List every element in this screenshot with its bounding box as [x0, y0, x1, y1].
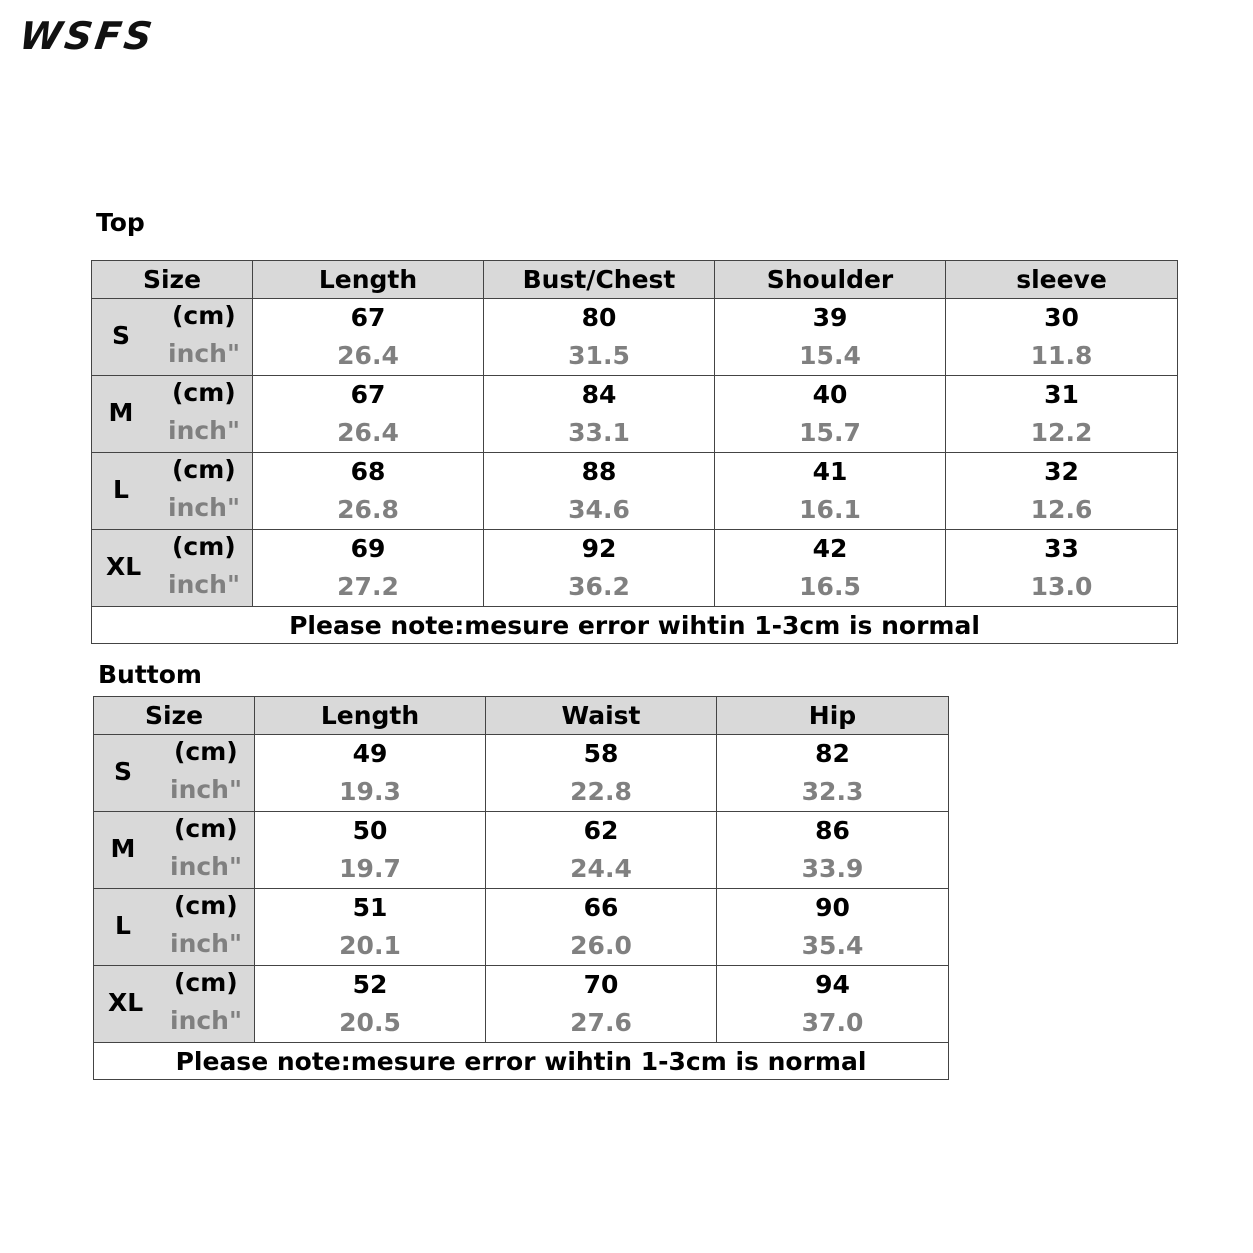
header-sleeve: sleeve — [946, 261, 1178, 299]
top-size-table — [91, 260, 1178, 644]
value-cm: 84 — [581, 380, 617, 409]
value-cm: 39 — [812, 303, 848, 332]
measurement-cell — [717, 812, 949, 889]
value-inch: 15.7 — [799, 418, 861, 447]
value-inch: 32.3 — [801, 777, 864, 806]
value-inch: 27.6 — [570, 1008, 632, 1037]
value-cm: 66 — [583, 893, 619, 922]
table-row — [94, 966, 949, 1043]
table-row — [94, 735, 949, 812]
value-cm: 41 — [812, 457, 848, 486]
unit-inch-label: inch" — [170, 929, 243, 958]
header-size: Size — [92, 261, 253, 299]
value-cm: 42 — [812, 534, 848, 563]
unit-inch-label: inch" — [168, 570, 241, 599]
value-inch: 16.1 — [799, 495, 861, 524]
value-inch: 27.2 — [337, 572, 399, 601]
value-inch: 19.3 — [339, 777, 401, 806]
header-hip: Hip — [717, 697, 949, 735]
size-cell — [92, 299, 253, 376]
unit-cm-label: (cm) — [174, 968, 238, 997]
unit-cm-label: (cm) — [172, 301, 236, 330]
measurement-cell — [715, 453, 946, 530]
header-length: Length — [253, 261, 484, 299]
value-inch: 33.9 — [801, 854, 864, 883]
size-cell — [94, 812, 255, 889]
value-cm: 86 — [815, 816, 850, 845]
value-cm: 62 — [583, 816, 619, 845]
measurement-cell — [946, 299, 1178, 376]
size-label: XL — [108, 988, 144, 1017]
size-label: XL — [106, 552, 142, 581]
measurement-cell — [717, 889, 949, 966]
table-row — [94, 812, 949, 889]
measurement-cell — [253, 376, 484, 453]
measurement-cell — [484, 453, 715, 530]
unit-inch-label: inch" — [168, 339, 241, 368]
measurement-cell — [717, 735, 949, 812]
measurement-cell — [946, 530, 1178, 607]
measurement-cell — [253, 453, 484, 530]
value-cm: 67 — [350, 380, 386, 409]
size-cell — [94, 889, 255, 966]
value-cm: 69 — [350, 534, 386, 563]
value-inch: 26.4 — [337, 341, 399, 370]
measurement-cell — [255, 966, 486, 1043]
unit-inch-label: inch" — [170, 852, 243, 881]
value-cm: 32 — [1044, 457, 1079, 486]
header-shoulder: Shoulder — [715, 261, 946, 299]
value-cm: 40 — [812, 380, 848, 409]
header-waist: Waist — [486, 697, 717, 735]
size-cell — [92, 453, 253, 530]
measurement-cell — [946, 453, 1178, 530]
value-cm: 67 — [350, 303, 386, 332]
value-cm: 70 — [583, 970, 619, 999]
size-cell — [92, 530, 253, 607]
unit-cm-label: (cm) — [174, 891, 238, 920]
value-cm: 80 — [581, 303, 617, 332]
size-label: L — [115, 911, 131, 940]
measurement-note: Please note:mesure error wihtin 1-3cm is normal — [92, 607, 1178, 644]
size-label: S — [113, 757, 132, 786]
measurement-cell — [946, 376, 1178, 453]
header-bust-chest: Bust/Chest — [484, 261, 715, 299]
measurement-cell — [715, 376, 946, 453]
measurement-cell — [486, 966, 717, 1043]
value-inch: 35.4 — [801, 931, 864, 960]
value-inch: 31.5 — [568, 341, 630, 370]
measurement-cell — [255, 812, 486, 889]
table-row — [92, 299, 1178, 376]
header-length: Length — [255, 697, 486, 735]
measurement-cell — [484, 530, 715, 607]
table-header-row — [94, 697, 949, 735]
measurement-cell — [253, 530, 484, 607]
value-inch: 16.5 — [799, 572, 861, 601]
value-cm: 49 — [352, 739, 388, 768]
value-inch: 26.4 — [337, 418, 399, 447]
unit-inch-label: inch" — [170, 775, 243, 804]
value-cm: 30 — [1044, 303, 1079, 332]
table-row — [92, 376, 1178, 453]
measurement-cell — [486, 812, 717, 889]
value-inch: 37.0 — [801, 1008, 864, 1037]
value-inch: 34.6 — [568, 495, 630, 524]
value-inch: 36.2 — [568, 572, 630, 601]
unit-inch-label: inch" — [168, 493, 241, 522]
size-label: L — [113, 475, 129, 504]
brand-logo: WSFS — [16, 14, 158, 58]
value-cm: 58 — [583, 739, 619, 768]
value-cm: 88 — [581, 457, 617, 486]
unit-inch-label: inch" — [168, 416, 241, 445]
value-inch: 12.2 — [1030, 418, 1093, 447]
table-header-row — [92, 261, 1178, 299]
value-inch: 20.5 — [339, 1008, 401, 1037]
bottom-size-table — [93, 696, 949, 1080]
value-inch: 15.4 — [799, 341, 861, 370]
value-inch: 12.6 — [1030, 495, 1093, 524]
unit-inch-label: inch" — [170, 1006, 243, 1035]
value-cm: 50 — [352, 816, 388, 845]
value-inch: 22.8 — [570, 777, 632, 806]
header-size: Size — [94, 697, 255, 735]
unit-cm-label: (cm) — [172, 378, 236, 407]
measurement-cell — [717, 966, 949, 1043]
value-cm: 68 — [350, 457, 386, 486]
value-inch: 11.8 — [1030, 341, 1093, 370]
measurement-cell — [486, 735, 717, 812]
value-inch: 33.1 — [568, 418, 630, 447]
measurement-cell — [255, 889, 486, 966]
bottom-section-title: Buttom — [98, 660, 202, 689]
unit-cm-label: (cm) — [174, 814, 238, 843]
measurement-cell — [715, 530, 946, 607]
value-cm: 51 — [352, 893, 388, 922]
value-cm: 94 — [815, 970, 850, 999]
value-cm: 33 — [1044, 534, 1079, 563]
size-label: M — [108, 398, 134, 427]
value-cm: 92 — [581, 534, 617, 563]
value-inch: 26.8 — [337, 495, 399, 524]
measurement-cell — [486, 889, 717, 966]
unit-cm-label: (cm) — [172, 455, 236, 484]
size-label: M — [110, 834, 136, 863]
value-cm: 31 — [1044, 380, 1079, 409]
measurement-cell — [255, 735, 486, 812]
unit-cm-label: (cm) — [174, 737, 238, 766]
size-cell — [92, 376, 253, 453]
value-cm: 90 — [815, 893, 850, 922]
value-cm: 52 — [352, 970, 388, 999]
measurement-cell — [715, 299, 946, 376]
size-cell — [94, 966, 255, 1043]
measurement-cell — [484, 299, 715, 376]
value-inch: 24.4 — [570, 854, 632, 883]
unit-cm-label: (cm) — [172, 532, 236, 561]
value-inch: 13.0 — [1030, 572, 1093, 601]
size-label: S — [111, 321, 130, 350]
measurement-cell — [484, 376, 715, 453]
table-row — [94, 889, 949, 966]
size-cell — [94, 735, 255, 812]
value-inch: 19.7 — [339, 854, 401, 883]
top-section-title: Top — [96, 208, 145, 237]
measurement-cell — [253, 299, 484, 376]
measurement-note: Please note:mesure error wihtin 1-3cm is normal — [94, 1043, 949, 1080]
value-cm: 82 — [815, 739, 850, 768]
table-row — [92, 453, 1178, 530]
value-inch: 26.0 — [570, 931, 632, 960]
value-inch: 20.1 — [339, 931, 401, 960]
table-row — [92, 530, 1178, 607]
